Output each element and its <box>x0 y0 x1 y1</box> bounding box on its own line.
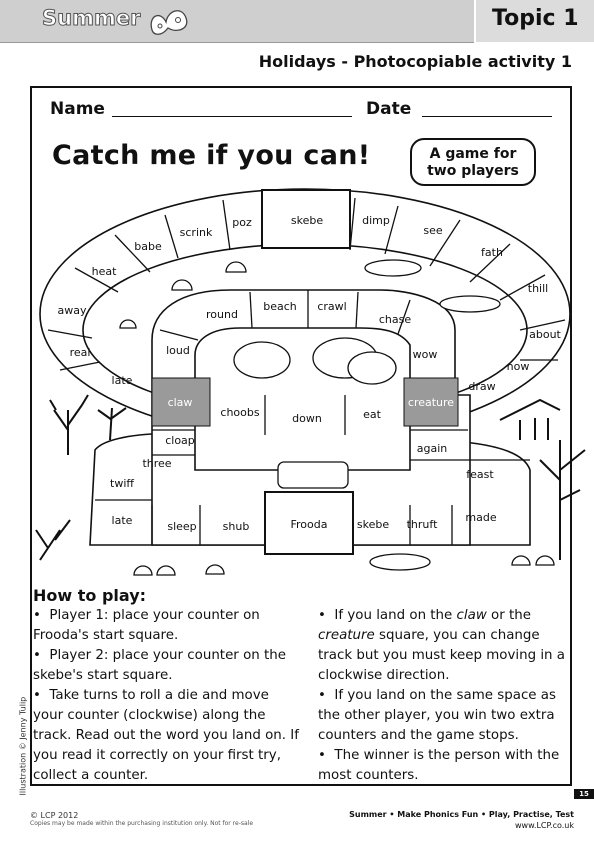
square-frooda: Frooda <box>290 518 328 531</box>
square-eat: eat <box>363 408 381 421</box>
rule-text: Player 2: place your counter on the skebe's start square. <box>33 648 286 683</box>
square-crawl: crawl <box>317 300 347 313</box>
shell-icon <box>157 566 175 575</box>
square-late-outer: late <box>111 374 133 387</box>
coral-icon <box>36 520 70 560</box>
square-now: now <box>506 360 530 373</box>
square-three: three <box>142 457 172 470</box>
activity-subtitle: Holidays - Photocopiable activity 1 <box>258 52 572 71</box>
rule-item: • If you land on the same space as the other player, you win two extra counters and the game stops. <box>318 688 556 743</box>
rock-icon <box>348 352 396 384</box>
seaweed-icon <box>540 440 585 560</box>
shell-icon <box>134 566 152 575</box>
square-draw: draw <box>468 380 496 393</box>
square-wow: wow <box>412 348 438 361</box>
rule-item: • Player 2: place your counter on the skebe's start square. <box>33 648 286 683</box>
square-down: down <box>292 412 322 425</box>
game-title: Catch me if you can! <box>52 140 371 171</box>
footer-website[interactable]: www.LCP.co.uk <box>515 821 574 830</box>
coral-icon <box>50 395 88 455</box>
square-thill: thill <box>527 282 549 295</box>
square-shub: shub <box>222 520 250 533</box>
rule-item: • Take turns to roll a die and move your counter (clockwise) along the track. Read out the word you land on. If you read it correctly on your first try, collect a counter. <box>33 688 299 783</box>
square-twiff: twiff <box>110 477 134 490</box>
boat-icon <box>278 462 348 488</box>
footer-series: Summer • Make Phonics Fun • Play, Practise, Test <box>349 810 574 819</box>
rule-item: • If you land on the claw or the creature square, you can change track but you must keep moving in a clockwise direction. <box>318 608 566 683</box>
name-label: Name <box>50 99 105 119</box>
rule-item: • Player 1: place your counter on Frooda's start square. <box>33 608 260 643</box>
square-claw: claw <box>167 396 193 409</box>
square-real: real <box>69 346 91 359</box>
caterpillar-icon <box>440 296 500 312</box>
rule-text: If you land on the same space as the other player, you win two extra counters and the game stops. <box>318 688 556 743</box>
rule-text: Take turns to roll a die and move your counter (clockwise) along the track. Read out the word you land on. If you read it correctly on your first try, collect a counter. <box>33 688 299 783</box>
square-chase: chase <box>378 313 412 326</box>
rule-text: The winner is the person with the most counters. <box>318 748 560 783</box>
caterpillar-icon <box>365 260 421 276</box>
players-badge-line1: A game for <box>429 146 517 162</box>
square-feast: feast <box>466 468 494 481</box>
square-see: see <box>423 224 443 237</box>
square-heat: heat <box>91 265 117 278</box>
illustration-credit <box>14 688 28 798</box>
crab-creature-icon <box>234 342 290 378</box>
rule-text: If you land on the <box>334 608 457 623</box>
shell-icon <box>512 556 530 565</box>
square-cloap: cloap <box>165 434 195 447</box>
copyright: © LCP 2012 <box>30 811 79 820</box>
date-label: Date <box>366 99 412 119</box>
rule-italic-word: claw <box>456 608 487 623</box>
square-away: away <box>57 304 87 317</box>
players-badge-line2: two players <box>427 163 519 179</box>
square-again: again <box>416 442 448 455</box>
inner-island <box>195 328 410 470</box>
square-babe: babe <box>134 240 162 253</box>
square-late-lower: late <box>111 514 133 527</box>
square-beach: beach <box>263 300 297 313</box>
square-choobs: choobs <box>220 406 260 419</box>
square-skebe-top: skebe <box>290 214 324 227</box>
header-topic-label: Topic 1 <box>492 6 579 31</box>
square-scrink: scrink <box>179 226 213 239</box>
illustration-credit-text: Illustration © Jenny Tulip <box>18 696 28 796</box>
square-about: about <box>529 328 561 341</box>
square-fath: fath <box>481 246 503 259</box>
how-to-play-heading: How to play: <box>33 586 147 605</box>
square-dimp: dimp <box>362 214 390 227</box>
square-skebe-lower: skebe <box>356 518 390 531</box>
shell-icon <box>536 556 554 565</box>
rule-item: • The winner is the person with the most counters. <box>318 748 560 783</box>
square-sleep: sleep <box>167 520 197 533</box>
square-round: round <box>206 308 238 321</box>
rules-left-column <box>33 606 303 786</box>
square-made: made <box>465 511 497 524</box>
shell-icon <box>206 565 224 574</box>
page-number: 15 <box>574 789 594 799</box>
coral-icon <box>98 408 126 440</box>
square-poz: poz <box>232 216 252 229</box>
square-thruft: thruft <box>406 518 438 531</box>
rules-right-column <box>318 606 570 786</box>
square-creature: creature <box>407 396 455 409</box>
rule-text: or the <box>486 608 531 623</box>
copyright-note: Copies may be made within the purchasing institution only. Not for re-sale <box>30 820 254 827</box>
caterpillar-icon <box>370 554 430 570</box>
square-loud: loud <box>166 344 190 357</box>
sea-creature-icon <box>500 400 560 440</box>
header-section-label: Summer <box>42 6 141 30</box>
rule-italic-word: creature <box>318 628 375 643</box>
rule-text: square, you can change track but you must keep moving in a clockwise direction. <box>318 628 566 683</box>
rule-text: Player 1: place your counter on Frooda's start square. <box>33 608 260 643</box>
